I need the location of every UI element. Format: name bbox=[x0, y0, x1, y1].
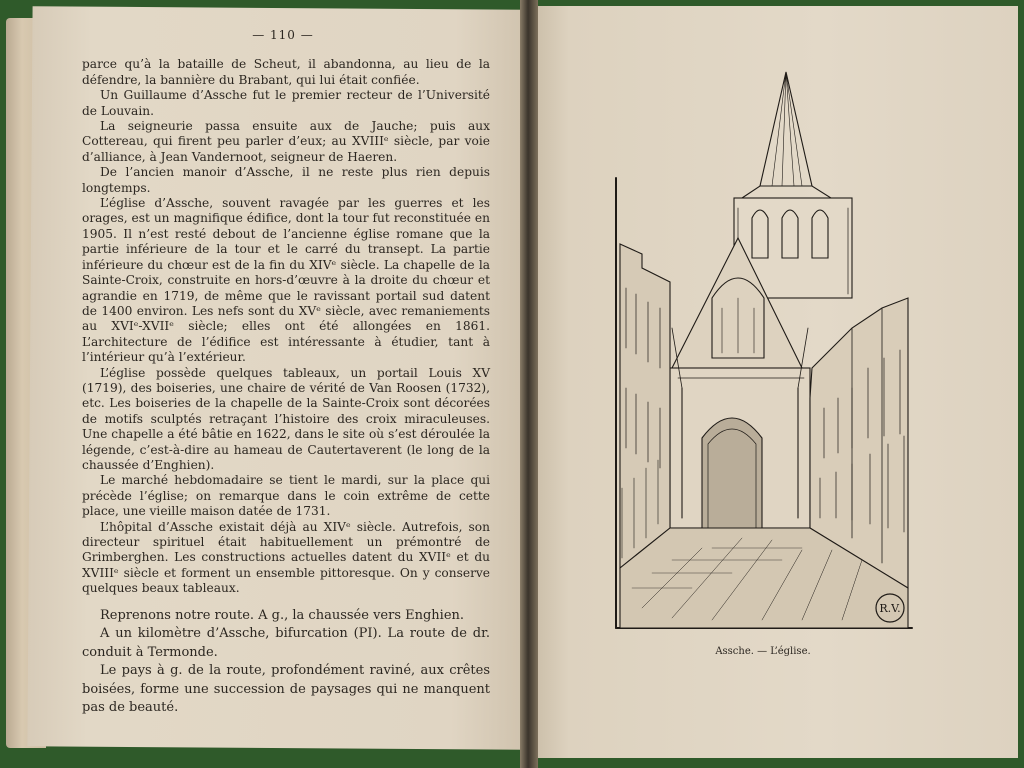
paragraph: L’hôpital d’Assche existait déjà au XIVᵉ siècle. Autrefois, son directeur spirituel était habituellement un prémontré de Grimberghen. Les constructions actuelles datent du XVIIᵉ et du XVIIIᵉ siècle et forment un ensemble pittoresque. On y conserve quelques beaux tableaux. bbox=[82, 519, 490, 596]
paragraph: Le pays à g. de la route, profondément raviné, aux crêtes boisées, forme une succession de paysages qui ne manquent pas de beauté. bbox=[82, 663, 490, 716]
paragraph: La seigneurie passa ensuite aux de Jauche; puis aux Cottereau, qui firent peu parler d’eux; au XVIIIᵉ siècle, par voie d’alliance, à Jean Vandernoot, seigneur de Haeren. bbox=[82, 119, 490, 164]
route-section bbox=[82, 607, 490, 718]
page-number: — 110 — bbox=[252, 28, 314, 42]
paragraph: Un Guillaume d’Assche fut le premier recteur de l’Université de Louvain. bbox=[82, 88, 490, 118]
paragraph: A un kilomètre d’Assche, bifurcation (PI). La route de dr. conduit à Termonde. bbox=[82, 626, 490, 660]
church-illustration bbox=[612, 68, 914, 634]
paragraph: Reprenons notre route. A g., la chaussée vers Enghien. bbox=[100, 607, 465, 623]
paragraph: Le marché hebdomadaire se tient le mardi, sur la place qui précède l’église; on remarque dans le coin extrême de cette place, une vieille maison datée de 1731. bbox=[82, 473, 490, 519]
book-gutter bbox=[520, 0, 538, 768]
paragraph: parce qu’à la bataille de Scheut, il abandonna, au lieu de la défendre, la bannière du Brabant, qui lui était confiée. bbox=[82, 57, 490, 87]
paragraph: De l’ancien manoir d’Assche, il ne reste plus rien depuis longtemps. bbox=[82, 165, 490, 195]
svg-text:R.V.: R.V. bbox=[879, 602, 901, 615]
paragraph: L’église d’Assche, souvent ravagée par les guerres et les orages, est un magnifique édifice, dont la tour fut reconstituée en 1905. Il n’est resté debout de l’ancienne église romane que la partie inférieure de la tour et le carré du transept. La partie inférieure du chœur est de la fin du XIVᵉ siècle. La chapelle de la Sainte-Croix, construite en hors-d’œuvre à la droite du chœur et agrandie en 1719, de même que le ravissant portail sud datent de 1400 environ. Les nefs sont du XVᵉ siècle, avec remaniements au XVIᵉ-XVIIᵉ siècle; elles ont été allongées en 1861. L’architecture de l’édifice est intéressante à étudier, tant à l’intérieur qu’à l’extérieur. bbox=[82, 196, 490, 365]
left-page-text bbox=[82, 28, 490, 718]
paragraph: L’église possède quelques tableaux, un portail Louis XV (1719), des boiseries, une chaire de vérité de Van Roosen (1732), etc. Les boiseries de la chapelle de la Sainte-Croix sont décorées de motifs sculptés retraçant l’histoire des croix miraculeuses. Une chapelle a été bâtie en 1622, dans le site où s’est déroulée la légende, c’est-à-dire au hameau de Cautertaverent (le long de la chaussée d’Enghien). bbox=[82, 365, 490, 472]
figure-caption: Assche. — L’église. bbox=[715, 646, 811, 657]
